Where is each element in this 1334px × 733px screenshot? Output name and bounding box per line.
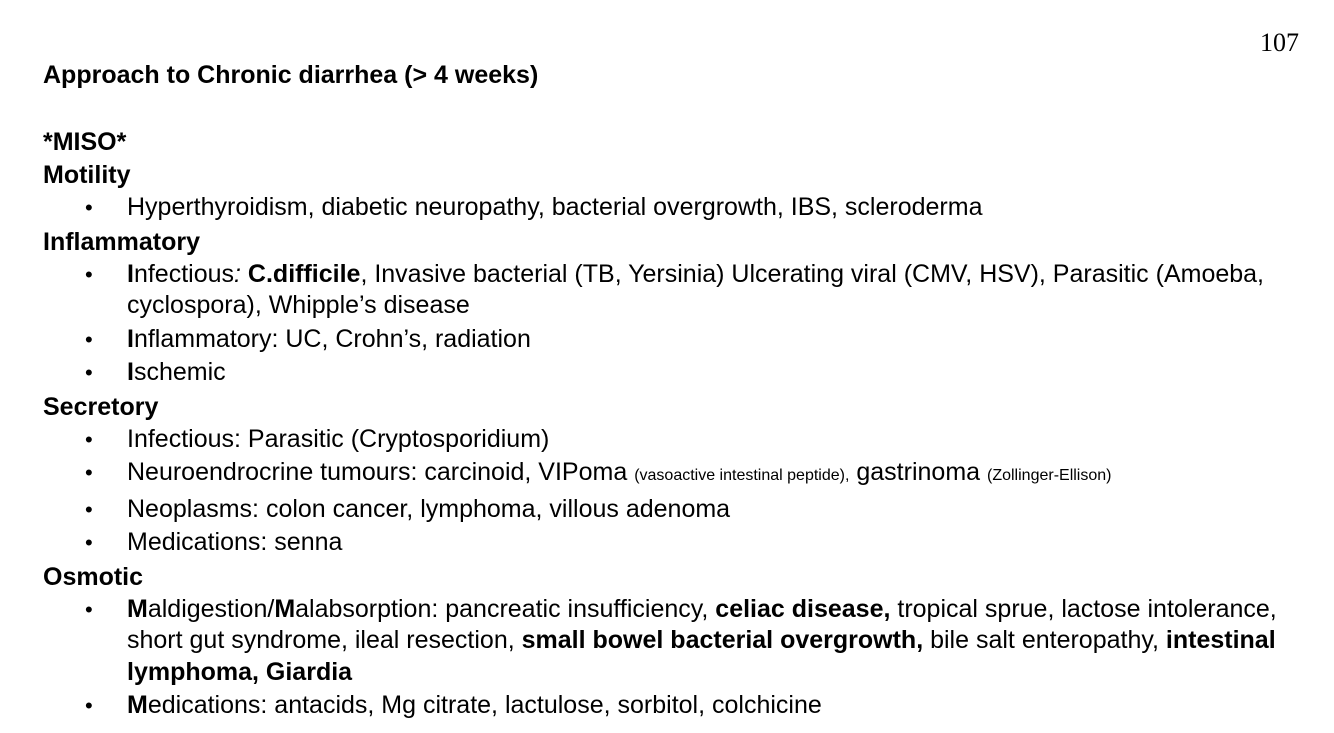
bullet-icon: • xyxy=(85,326,93,352)
list-item xyxy=(43,259,1303,322)
item-text: alabsorption: pancreatic insufficiency, xyxy=(295,594,716,623)
inflammatory-list xyxy=(43,259,1303,389)
gastrinoma-text: gastrinoma xyxy=(856,458,981,486)
section-heading-inflammatory: Inflammatory xyxy=(43,227,200,256)
bold-term: intestinal lymphoma, Giardia xyxy=(127,626,1276,686)
item-text: : xyxy=(234,259,241,288)
list-item xyxy=(43,424,1303,456)
spacer xyxy=(43,92,1303,126)
mnemonic: *MISO* xyxy=(43,128,127,156)
list-item xyxy=(43,594,1303,689)
cdiff-text: C.difficile xyxy=(247,259,361,288)
bullet-icon: • xyxy=(85,360,93,385)
bold-term: celiac disease, xyxy=(715,594,891,623)
item-text: aldigestion/ xyxy=(147,594,275,623)
list-item xyxy=(43,690,1303,722)
bullet-icon: • xyxy=(85,596,93,622)
bullet-icon: • xyxy=(85,693,93,718)
item-text: schemic xyxy=(133,358,226,386)
section-heading-secretory: Secretory xyxy=(43,392,159,421)
item-text: Neoplasms: colon cancer, lymphoma, villous adenoma xyxy=(127,494,731,523)
motility-item-text: Hyperthyroidism, diabetic neuropathy, bacterial overgrowth, IBS, scleroderma xyxy=(127,193,983,221)
list-item xyxy=(43,357,1303,389)
bullet-icon: • xyxy=(85,426,93,452)
initial-letter: M xyxy=(127,594,148,623)
initial-letter: M xyxy=(127,691,148,719)
initial-letter: M xyxy=(274,594,296,623)
bullet-icon: • xyxy=(85,530,93,555)
bold-term: small bowel bacterial overgrowth, xyxy=(521,626,924,654)
page-title: Approach to Chronic diarrhea (> 4 weeks) xyxy=(43,61,539,89)
item-text: tropical sprue, lactose intolerance, short gut syndrome, ileal resection, xyxy=(127,594,1277,654)
bullet-icon: • xyxy=(85,195,93,220)
motility-list xyxy=(43,192,1303,224)
item-text: nflammatory: UC, Crohn’s, radiation xyxy=(133,324,531,353)
section-heading-osmotic: Osmotic xyxy=(43,562,144,591)
page-number: 107 xyxy=(1260,28,1299,57)
list-item xyxy=(43,457,1303,492)
ze-note: (Zollinger-Ellison) xyxy=(987,467,1112,484)
bullet-icon: • xyxy=(85,496,93,522)
item-text: Infectious: Parasitic (Cryptosporidium) xyxy=(127,424,550,453)
initial-letter: I xyxy=(127,259,134,288)
secretory-list xyxy=(43,424,1303,559)
document-content xyxy=(43,58,1303,724)
list-item xyxy=(43,494,1303,526)
item-text: Neuroendrocrine tumours: carcinoid, VIPoma xyxy=(127,458,635,486)
bullet-icon: • xyxy=(85,261,93,287)
list-item xyxy=(43,192,1303,224)
bullet-icon: • xyxy=(85,460,93,485)
item-text: bile salt enteropathy, xyxy=(923,626,1166,654)
initial-letter: I xyxy=(127,358,134,386)
osmotic-list xyxy=(43,594,1303,722)
item-text: nfectious xyxy=(133,259,235,288)
initial-letter: I xyxy=(127,324,134,353)
item-text: Medications: senna xyxy=(127,528,343,556)
section-heading-motility: Motility xyxy=(43,161,131,189)
list-item xyxy=(43,324,1303,356)
list-item xyxy=(43,527,1303,559)
item-text: edications: antacids, Mg citrate, lactulose, sorbitol, colchicine xyxy=(147,691,822,719)
item-text: , Invasive bacterial (TB, Yersinia) Ulcerating viral (CMV, HSV), Parasitic (Amoeba, cyclospora), Whipple’s disease xyxy=(127,259,1265,319)
vip-note: (vasoactive intestinal peptide), xyxy=(634,467,850,484)
